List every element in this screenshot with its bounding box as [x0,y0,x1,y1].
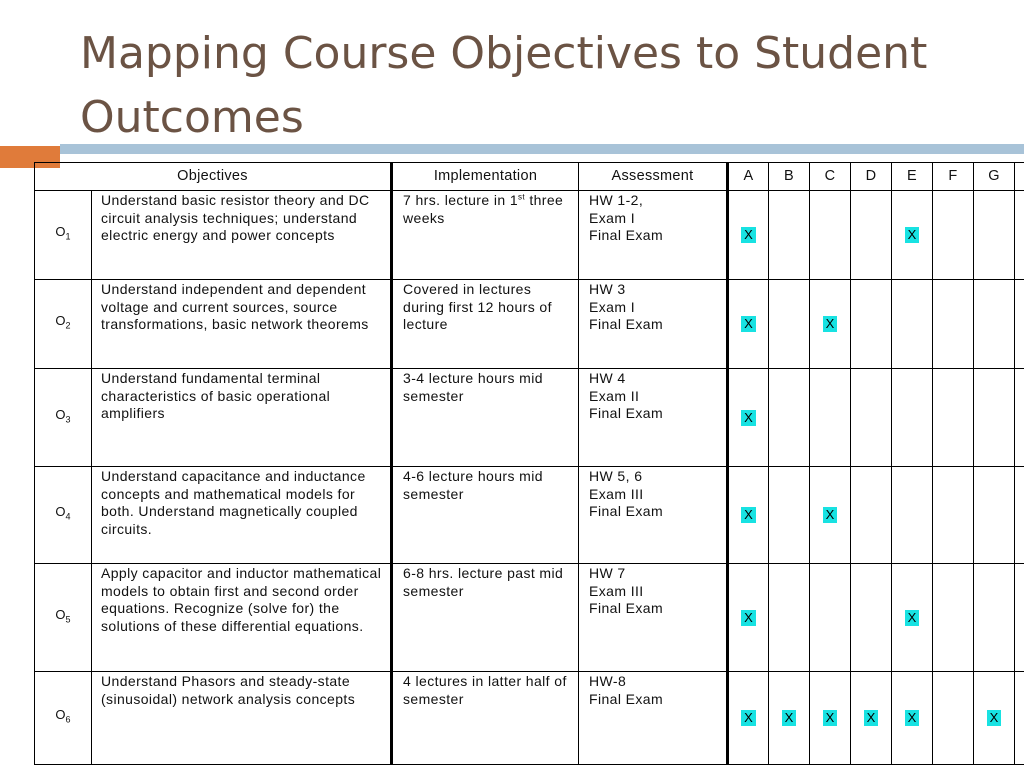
objective-id-letter: O [55,504,66,520]
outcome-mark: X [741,227,756,243]
outcome-cell-extra [1015,564,1024,672]
assessment-text: HW 3 Exam I Final Exam [579,280,728,369]
outcome-cell-d [851,467,892,564]
objective-id [35,467,92,564]
objective-text: Understand capacitance and inductance concepts and mathematical models for both. Understand magnetically coupled circuits. [92,467,392,564]
table-row [35,280,1024,369]
assessment-text: HW 4 Exam II Final Exam [579,369,728,467]
outcome-cell-e [892,564,933,672]
outcome-cell-extra [1015,369,1024,467]
outcome-cell-c [810,191,851,280]
outcome-cell-c [810,280,851,369]
outcome-cell-a [728,672,769,765]
outcome-cell-f [933,280,974,369]
outcome-mark: X [741,610,756,626]
implementation-part: 7 hrs. lecture in 1 [403,192,519,208]
implementation-text: 4-6 lecture hours mid semester [392,467,579,564]
outcome-mark: X [823,316,838,332]
outcome-cell-f [933,191,974,280]
objective-id-letter: O [55,224,66,240]
outcome-cell-e [892,280,933,369]
outcome-mark: X [741,710,756,726]
outcome-mark: X [741,316,756,332]
outcome-cell-c [810,467,851,564]
outcome-mark: X [905,227,920,243]
table-row [35,369,1024,467]
outcome-cell-a [728,564,769,672]
outcome-cell-b [769,672,810,765]
outcome-cell-d [851,564,892,672]
outcome-cell-extra [1015,191,1024,280]
outcome-cell-f [933,369,974,467]
implementation-text: 4 lectures in latter half of semester [392,672,579,765]
header-outcome-extra [1015,163,1024,191]
outcome-mark: X [823,507,838,523]
outcome-cell-d [851,280,892,369]
outcome-cell-f [933,564,974,672]
implementation-text: 3-4 lecture hours mid semester [392,369,579,467]
objective-id-letter: O [55,707,66,723]
outcome-cell-c [810,564,851,672]
outcome-cell-g [974,369,1015,467]
outcome-cell-g [974,672,1015,765]
objective-id [35,369,92,467]
objective-text: Understand independent and dependent voltage and current sources, source transformations, basic network theorems [92,280,392,369]
objective-id-number: 4 [65,512,71,523]
slide-title: Mapping Course Objectives to Student Outcomes [80,28,928,143]
outcome-cell-a [728,191,769,280]
outcome-cell-extra [1015,672,1024,765]
outcome-cell-b [769,467,810,564]
objective-id-number: 2 [65,321,71,332]
outcome-cell-g [974,191,1015,280]
outcome-cell-d [851,191,892,280]
objectives-table-container [34,162,1024,768]
objective-text: Understand basic resistor theory and DC circuit analysis techniques; understand electric energy and power concepts [92,191,392,280]
objective-id [35,672,92,765]
outcome-mark: X [987,710,1002,726]
assessment-text: HW-8 Final Exam [579,672,728,765]
objective-id-number: 6 [65,715,71,726]
objective-text: Understand Phasors and steady-state (sinusoidal) network analysis concepts [92,672,392,765]
assessment-text: HW 7 Exam III Final Exam [579,564,728,672]
outcome-cell-e [892,369,933,467]
outcome-cell-d [851,672,892,765]
outcome-cell-e [892,672,933,765]
objective-id-number: 3 [65,414,71,425]
objectives-outcomes-table [34,162,1024,765]
header-assessment: Assessment [579,163,728,191]
header-outcome-c: C [810,163,851,191]
table-row [35,672,1024,765]
outcome-cell-b [769,191,810,280]
outcome-cell-g [974,467,1015,564]
outcome-mark: X [741,410,756,426]
outcome-mark: X [782,710,797,726]
header-outcome-f: F [933,163,974,191]
objective-id-number: 5 [65,614,71,625]
outcome-cell-b [769,280,810,369]
outcome-cell-extra [1015,280,1024,369]
implementation-superscript: st [518,192,526,202]
objective-id-letter: O [55,313,66,329]
title-divider [60,144,1024,154]
implementation-text [392,191,579,280]
header-row [35,163,1024,191]
header-objectives: Objectives [35,163,392,191]
outcome-cell-f [933,672,974,765]
outcome-cell-c [810,369,851,467]
outcome-mark: X [741,507,756,523]
table-row [35,467,1024,564]
header-outcome-d: D [851,163,892,191]
header-outcome-g: G [974,163,1015,191]
header-implementation: Implementation [392,163,579,191]
outcome-cell-e [892,191,933,280]
objective-id-number: 1 [65,232,71,243]
header-outcome-e: E [892,163,933,191]
outcome-mark: X [823,710,838,726]
objective-id [35,564,92,672]
outcome-cell-g [974,280,1015,369]
outcome-cell-extra [1015,467,1024,564]
outcome-cell-d [851,369,892,467]
implementation-part: three weeks [403,192,564,226]
implementation-text: Covered in lectures during first 12 hours of lecture [392,280,579,369]
table-row [35,564,1024,672]
objective-id [35,191,92,280]
outcome-cell-g [974,564,1015,672]
implementation-text: 6-8 hrs. lecture past mid semester [392,564,579,672]
outcome-cell-a [728,369,769,467]
objective-id-letter: O [55,606,66,622]
outcome-mark: X [905,710,920,726]
assessment-text: HW 5, 6 Exam III Final Exam [579,467,728,564]
outcome-cell-b [769,369,810,467]
outcome-cell-b [769,564,810,672]
outcome-cell-a [728,280,769,369]
assessment-text: HW 1-2, Exam I Final Exam [579,191,728,280]
outcome-cell-f [933,467,974,564]
objective-id-letter: O [55,406,66,422]
objective-text: Apply capacitor and inductor mathematical models to obtain first and second order equations. Recognize (solve for) the solutions of these differential equations. [92,564,392,672]
header-outcome-a: A [728,163,769,191]
outcome-cell-e [892,467,933,564]
table-row [35,191,1024,280]
objective-id [35,280,92,369]
outcome-mark: X [905,610,920,626]
header-outcome-b: B [769,163,810,191]
table-body [35,191,1024,765]
outcome-cell-c [810,672,851,765]
outcome-mark: X [864,710,879,726]
outcome-cell-a [728,467,769,564]
objective-text: Understand fundamental terminal characteristics of basic operational amplifiers [92,369,392,467]
